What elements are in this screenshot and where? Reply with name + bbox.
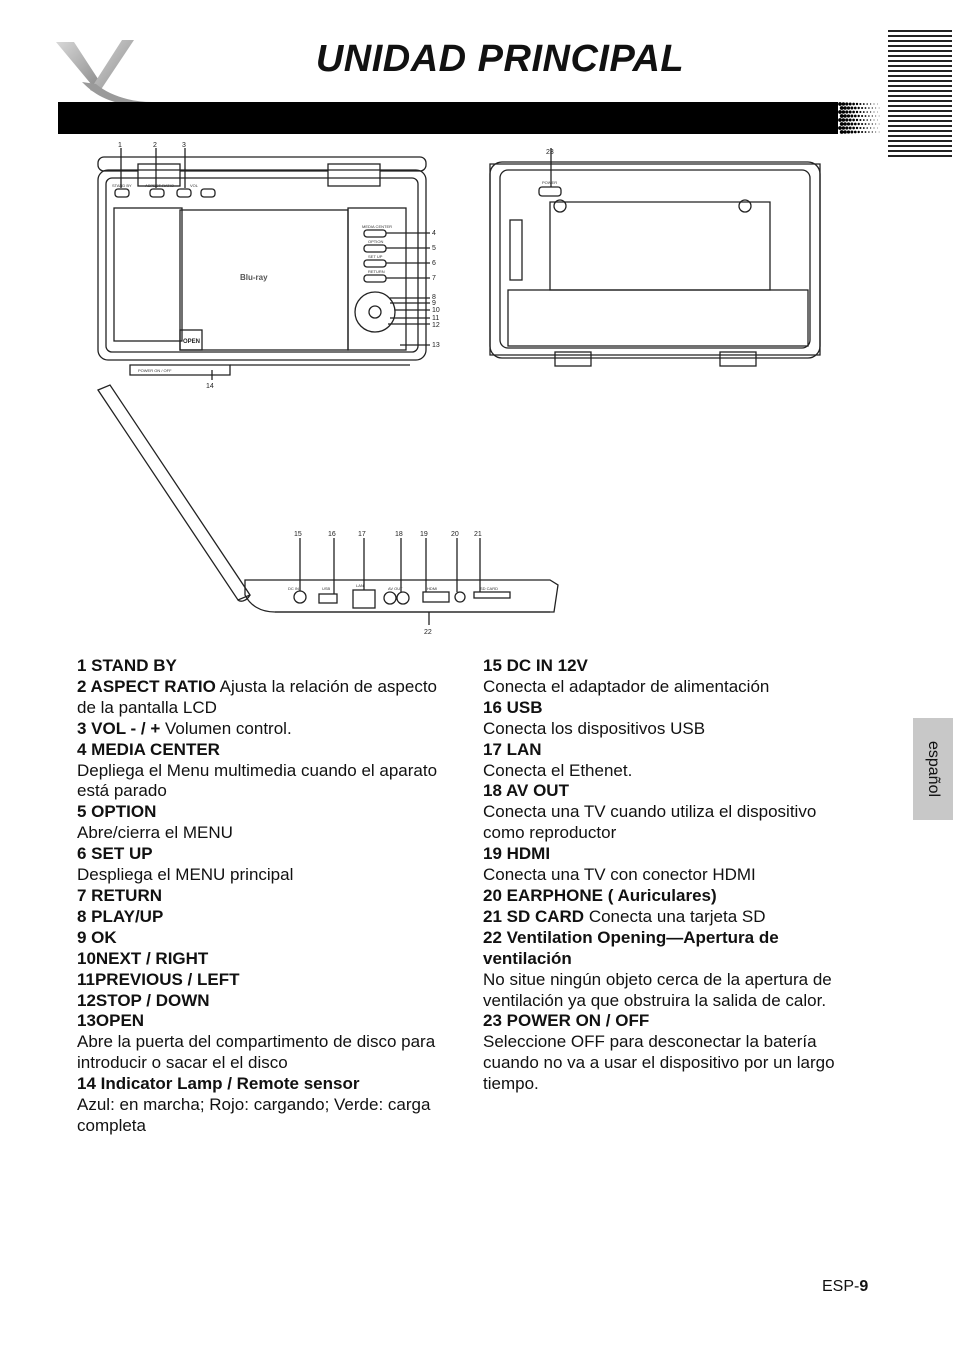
item-text: Depliega el Menu multimedia cuando el aparato está parado (77, 760, 438, 801)
description-item (483, 740, 853, 782)
halftone-dot (861, 123, 863, 125)
halftone-dot (859, 111, 861, 113)
halftone-dot (863, 103, 865, 105)
callout-1: 1 (118, 142, 122, 149)
halftone-dot (866, 103, 868, 105)
callout-6: 6 (432, 260, 436, 267)
front-text-media: MEDIA CENTER (362, 224, 393, 229)
halftone-dot (849, 111, 852, 114)
halftone-dot (877, 128, 878, 129)
halftone-dot (865, 107, 867, 109)
halftone-dot (843, 106, 847, 110)
language-tab-label: español (925, 740, 942, 798)
halftone-dot (877, 112, 878, 113)
halftone-dot (858, 123, 860, 125)
halftone-dot (859, 127, 861, 129)
halftone-dot (850, 131, 853, 134)
item-text: No situe ningún objeto cerca de la apertura de ventilación ya que obstruira la salida de calor. (483, 969, 832, 1010)
callout-20: 20 (451, 531, 459, 538)
halftone-dot (840, 106, 844, 110)
halftone-dot (852, 103, 855, 106)
halftone-dot (845, 110, 848, 113)
halftone-dot (859, 103, 861, 105)
halftone-dot (879, 132, 880, 133)
halftone-dot (840, 130, 844, 134)
halftone-dot (850, 115, 853, 118)
halftone-dot (854, 123, 857, 126)
halftone-dot (863, 127, 865, 129)
callout-10: 10 (432, 307, 440, 314)
left-description-column (77, 656, 447, 1137)
callout-15: 15 (294, 531, 302, 538)
halftone-dot (849, 119, 852, 122)
item-title: 9 OK (77, 927, 117, 947)
halftone-dot (875, 116, 876, 117)
description-item (77, 949, 447, 970)
description-item (483, 656, 853, 698)
halftone-dot (842, 102, 846, 106)
halftone-dot (877, 120, 878, 121)
halftone-dot (842, 126, 846, 130)
front-text-setup: SET UP (368, 254, 383, 259)
description-item (483, 844, 853, 886)
halftone-dot (838, 102, 842, 106)
halftone-dot (849, 103, 852, 106)
halftone-dot (845, 118, 848, 121)
item-title: 15 DC IN 12V (483, 656, 588, 675)
brand-logo (52, 30, 162, 110)
halftone-dot (858, 131, 860, 133)
halftone-dot (847, 130, 850, 133)
item-text: Conecta una tarjeta SD (584, 906, 766, 926)
item-text: Abre la puerta del compartimento de disco para introducir o sacar el el disco (77, 1032, 436, 1073)
halftone-dot (872, 131, 873, 132)
halftone-dot (859, 119, 861, 121)
item-title: 2 ASPECT RATIO (77, 676, 216, 696)
halftone-dot (852, 119, 855, 122)
halftone-dot (872, 115, 873, 116)
callout-14: 14 (206, 383, 214, 390)
item-title: 23 POWER ON / OFF (483, 1011, 650, 1031)
callout-17: 17 (358, 531, 366, 538)
halftone-dot (845, 126, 848, 129)
callout-3: 3 (182, 142, 186, 149)
item-text: Seleccione OFF para desconectar la batería cuando no va a usar el dispositivo por un largo tiempo. (483, 1032, 835, 1094)
halftone-dot (870, 111, 871, 112)
item-title: 21 SD CARD (483, 906, 585, 926)
header-bar (58, 102, 880, 134)
halftone-dot (849, 127, 852, 130)
halftone-dot (879, 108, 880, 109)
callout-4: 4 (432, 230, 436, 237)
halftone-dot (861, 115, 863, 117)
side-text-dcin: DC IN (288, 586, 299, 591)
item-title: 22 Ventilation Opening—Apertura de ventilación (483, 927, 779, 968)
halftone-dot (861, 107, 863, 109)
item-text: Azul: en marcha; Rojo: cargando; Verde: carga completa (77, 1095, 431, 1135)
callout-12: 12 (432, 322, 440, 329)
callout-5: 5 (432, 245, 436, 252)
halftone-dot (845, 102, 848, 105)
item-text: Ajusta la relación de aspecto de la pantalla LCD (77, 676, 438, 717)
page-number (822, 1278, 868, 1296)
callout-19: 19 (420, 531, 428, 538)
halftone-dot (843, 130, 847, 134)
item-title: 12STOP / DOWN (77, 990, 210, 1010)
halftone-dot (842, 110, 846, 114)
page-number-value: 9 (859, 1278, 869, 1295)
front-text-power: POWER ON / OFF (138, 368, 172, 373)
halftone-dot (879, 116, 880, 117)
halftone-dot (872, 107, 873, 108)
halftone-dot (874, 104, 875, 105)
language-tab (913, 718, 953, 820)
halftone-dot (856, 103, 858, 105)
item-title: 14 Indicator Lamp / Remote sensor (77, 1074, 360, 1094)
callout-9: 9 (432, 300, 436, 307)
item-title: 4 MEDIA CENTER (77, 739, 220, 759)
halftone-dot (875, 132, 876, 133)
front-text-open: OPEN (183, 339, 201, 345)
description-item (77, 656, 447, 677)
device-diagram (90, 140, 840, 640)
halftone-dot (875, 124, 876, 125)
description-item (483, 907, 853, 928)
item-title: 5 OPTION (77, 802, 157, 822)
halftone-dot (847, 114, 850, 117)
halftone-dot (850, 123, 853, 126)
item-title: 8 PLAY/UP (77, 906, 164, 926)
callout-21: 21 (474, 531, 482, 538)
item-title: 20 EARPHONE ( Auriculares) (483, 885, 717, 905)
halftone-dot (840, 122, 844, 126)
description-item (483, 886, 853, 907)
halftone-dot (874, 112, 875, 113)
front-text-return: RETURN (368, 269, 385, 274)
halftone-dot (861, 131, 863, 133)
halftone-dot (854, 107, 857, 110)
description-item (77, 844, 447, 886)
halftone-dot (858, 107, 860, 109)
callout-23: 23 (546, 149, 554, 156)
callout-18: 18 (395, 531, 403, 538)
item-title: 1 STAND BY (77, 656, 177, 675)
halftone-dot (854, 131, 857, 134)
halftone-dot (866, 127, 868, 129)
halftone-dot (872, 123, 873, 124)
halftone-dot (879, 124, 880, 125)
halftone-dot (843, 122, 847, 126)
item-title: 19 HDMI (483, 844, 551, 864)
item-title: 7 RETURN (77, 885, 163, 905)
halftone-dot (868, 123, 870, 125)
description-item (77, 719, 447, 740)
callout-13: 13 (432, 342, 440, 349)
front-text-standby: STAND BY (112, 183, 132, 188)
side-text-lan: LAN (356, 583, 364, 588)
item-title: 10NEXT / RIGHT (77, 948, 209, 968)
callout-22: 22 (424, 629, 432, 636)
halftone-dot (865, 123, 867, 125)
front-text-vol: VOL (190, 183, 199, 188)
item-title: 16 USB (483, 697, 543, 717)
item-title: 17 LAN (483, 739, 542, 759)
halftone-dot (877, 104, 878, 105)
halftone-dot (865, 131, 867, 133)
halftone-dot (870, 119, 871, 120)
description-item (77, 991, 447, 1012)
item-text: Volumen control. (160, 718, 292, 738)
description-item (483, 928, 853, 1012)
description-item (77, 970, 447, 991)
description-item (77, 928, 447, 949)
halftone-dot (866, 111, 868, 113)
halftone-dot (856, 127, 858, 129)
side-text-hdmi: HDMI (427, 586, 438, 591)
page-title: UNIDAD PRINCIPAL (315, 38, 685, 80)
halftone-dot (842, 118, 846, 122)
description-item (483, 781, 853, 844)
item-text: Despliega el MENU principal (77, 865, 294, 885)
halftone-dot (870, 127, 871, 128)
halftone-dot (856, 119, 858, 121)
item-text: Conecta el Ethenet. (483, 760, 633, 780)
decorative-stripes (888, 30, 952, 160)
description-item (77, 1074, 447, 1137)
side-text-usb: USB (322, 586, 331, 591)
description-item (483, 1011, 853, 1095)
halftone-dot (850, 107, 853, 110)
halftone-dot (874, 120, 875, 121)
right-description-column (483, 656, 853, 1095)
item-title: 13OPEN (77, 1011, 145, 1031)
halftone-dot (863, 119, 865, 121)
halftone-dot (874, 128, 875, 129)
halftone-dot (847, 122, 850, 125)
callout-16: 16 (328, 531, 336, 538)
callout-11: 11 (432, 315, 440, 322)
description-item (77, 886, 447, 907)
callout-8: 8 (432, 294, 436, 301)
halftone-dot (865, 115, 867, 117)
halftone-dot (870, 103, 871, 104)
item-title: 11PREVIOUS / LEFT (77, 969, 240, 989)
halftone-dot (875, 108, 876, 109)
description-item (77, 1011, 447, 1074)
item-title: 3 VOL - / + (77, 718, 161, 738)
halftone-dot (843, 114, 847, 118)
front-text-aspect: ASPECT RATIO (145, 183, 174, 188)
description-item (483, 698, 853, 740)
front-text-option: OPTION (368, 239, 384, 244)
halftone-dot (852, 127, 855, 130)
halftone-dot (868, 115, 870, 117)
halftone-dot (868, 107, 870, 109)
svg-text:Blu-ray: Blu-ray (240, 273, 268, 282)
item-text: Conecta una TV cuando utiliza el dispositivo como reproductor (483, 802, 817, 843)
callout-7: 7 (432, 275, 436, 282)
halftone-dot (858, 115, 860, 117)
item-text: Conecta el adaptador de alimentación (483, 676, 770, 696)
halftone-dot (863, 111, 865, 113)
description-item (77, 740, 447, 803)
halftone-dot (854, 115, 857, 118)
halftone-dot (838, 110, 842, 114)
description-item (77, 907, 447, 928)
halftone-dot (847, 106, 850, 109)
description-item (77, 802, 447, 844)
item-text: Abre/cierra el MENU (77, 823, 233, 843)
halftone-dot (868, 131, 870, 133)
item-title: 6 SET UP (77, 844, 153, 864)
halftone-dot (840, 114, 844, 118)
item-text: Conecta los dispositivos USB (483, 718, 706, 738)
item-text: Conecta una TV con conector HDMI (483, 865, 756, 885)
halftone-dot (838, 118, 842, 122)
item-title: 18 AV OUT (483, 781, 569, 801)
back-text-power: POWER (542, 180, 558, 185)
side-text-sd: SD CARD (480, 586, 499, 591)
halftone-dot (856, 111, 858, 113)
halftone-dot (866, 119, 868, 121)
halftone-dot (852, 111, 855, 114)
description-item (77, 677, 447, 719)
halftone-dot (838, 126, 842, 130)
side-text-avout: AV OUT (388, 586, 403, 591)
callout-2: 2 (153, 142, 157, 149)
page-prefix: ESP- (822, 1278, 860, 1295)
